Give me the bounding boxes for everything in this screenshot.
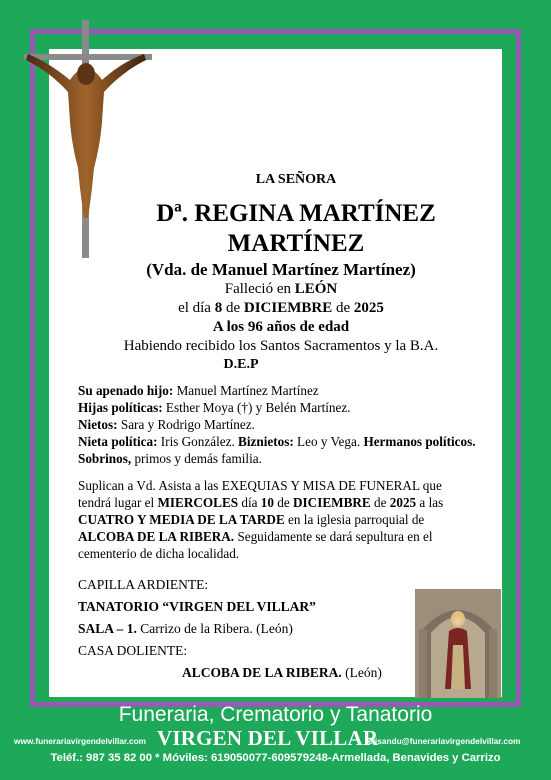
title-label: LA SEÑORA [255, 172, 337, 187]
age: A los 96 años de edad [212, 319, 350, 335]
footer-phone: Teléf.: 987 35 82 00 * Móviles: 619050077-609579248-Armellada, Benavides y Carrizo [50, 752, 501, 764]
email-link[interactable]: elisandu@funerariavirgendelvillar.com [368, 736, 521, 746]
footer-title: Funeraria, Crematorio y Tanatorio [118, 703, 433, 726]
family-daughters-in-law: Hijas políticas: Esther Moya (†) y Belén Martínez. [78, 400, 351, 415]
name-line-2: MARTÍNEZ [227, 230, 365, 257]
dep: D.E.P [223, 357, 259, 372]
died-in: Falleció en LEÓN [224, 281, 338, 297]
capilla-label: CAPILLA ARDIENTE: [78, 577, 209, 592]
family-list [78, 382, 484, 467]
family-son: Su apenado hijo: Manuel Martínez Martínez [78, 383, 319, 398]
footer-row [0, 726, 551, 751]
deceased-name [108, 199, 484, 259]
family-grandchildren: Nietos: Sara y Rodrigo Martínez. [78, 417, 255, 432]
virgin-image [415, 589, 501, 698]
date-of-death: el día 8 de DICIEMBRE de 2025 [178, 300, 384, 316]
sala: SALA – 1. Carrizo de la Ribera. (León) [78, 621, 293, 636]
website-link[interactable]: www.funerariavirgendelvillar.com [14, 736, 147, 746]
name-line-1: Dª. REGINA MARTÍNEZ [156, 200, 436, 227]
casa-place: ALCOBA DE LA RIBERA. (León) [182, 665, 382, 680]
sacraments: Habiendo recibido los Santos Sacramentos y la B.A. [123, 338, 439, 354]
widow-of: (Vda. de Manuel Martínez Martínez) [146, 260, 416, 279]
family-others: Nieta política: Iris González. Biznietos: Leo y Vega. Hermanos políticos. Sobrinos, primos y demás familia. [78, 434, 476, 466]
ceremony-text: Suplican a Vd. Asista a las EXEQUIAS Y MISA DE FUNERAL que tendrá lugar el MIERCOLES día 10 de DICIEMBRE de 2025 a las CUATRO Y MEDIA DE LA TARDE en la iglesia parroquial de ALCOBA DE LA RIBERA. Seguidamente se dará sepultura en el cementerio de dicha localidad. [78, 478, 444, 561]
casa-label: CASA DOLIENTE: [78, 643, 188, 658]
brand-name: VIRGEN DEL VILLAR [157, 726, 379, 750]
tanatorio-name: TANATORIO “VIRGEN DEL VILLAR” [78, 599, 316, 614]
